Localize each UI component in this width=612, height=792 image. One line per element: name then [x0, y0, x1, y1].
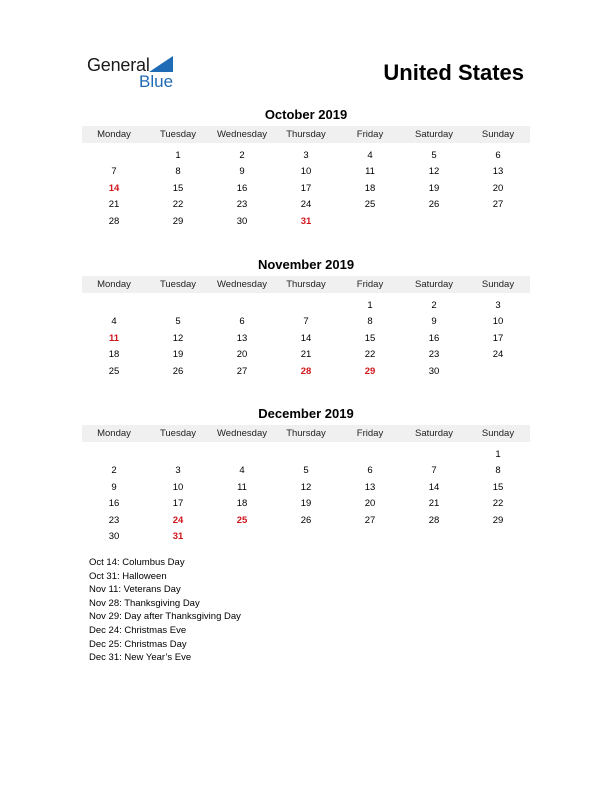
- day-cell: 22: [364, 349, 376, 361]
- week-row: [82, 297, 530, 314]
- month-title: November 2019: [257, 257, 355, 272]
- day-cell: 15: [492, 481, 504, 493]
- holiday-list: [89, 556, 241, 665]
- day-cell: 15: [172, 182, 184, 194]
- logo-triangle-icon: [149, 56, 173, 72]
- day-cell: 4: [239, 465, 245, 477]
- week-row: [82, 213, 530, 230]
- day-cell: 10: [492, 316, 504, 328]
- week-row: [82, 496, 530, 513]
- week-row: [82, 347, 530, 364]
- holiday-item: Dec 25: Christmas Day: [89, 638, 187, 650]
- day-cell: 24: [172, 514, 184, 526]
- day-cell: 27: [492, 199, 504, 211]
- logo: [87, 55, 187, 95]
- day-cell: [402, 529, 466, 546]
- day-cell: 18: [364, 182, 376, 194]
- day-cell: [146, 297, 210, 314]
- weekday-header: Thursday: [274, 276, 338, 293]
- day-cell: 25: [364, 199, 376, 211]
- month-december: [82, 405, 530, 545]
- day-cell: 17: [172, 498, 184, 510]
- weekday-header: Monday: [82, 276, 146, 293]
- day-cell: 1: [367, 299, 373, 311]
- day-cell: 24: [300, 199, 312, 211]
- day-cell: 12: [300, 481, 312, 493]
- day-cell: [274, 297, 338, 314]
- day-cell: 27: [364, 514, 376, 526]
- month-title: December 2019: [258, 406, 354, 421]
- weekday-header: Tuesday: [146, 425, 210, 442]
- day-cell: [466, 363, 530, 380]
- weekday-header: Monday: [82, 425, 146, 442]
- weekday-header: Sunday: [466, 276, 530, 293]
- day-cell: [210, 297, 274, 314]
- day-cell: 22: [492, 498, 504, 510]
- day-cell: 30: [236, 215, 248, 227]
- country-title: United States: [383, 60, 524, 85]
- weekday-header: Wednesday: [210, 126, 274, 143]
- day-cell: 16: [428, 332, 440, 344]
- holiday-item: Dec 24: Christmas Eve: [89, 624, 187, 636]
- day-cell: 26: [300, 514, 312, 526]
- day-cell: 1: [495, 448, 501, 460]
- weekday-header: Tuesday: [146, 276, 210, 293]
- weekday-header: Saturday: [402, 126, 466, 143]
- day-cell: [274, 529, 338, 546]
- day-cell: 11: [365, 166, 375, 178]
- week-row: [82, 363, 530, 380]
- day-cell: 1: [175, 149, 181, 161]
- weekday-header: Thursday: [274, 425, 338, 442]
- day-cell: 28: [300, 365, 312, 377]
- week-row: [82, 512, 530, 529]
- day-cell: [466, 213, 530, 230]
- day-cell: 2: [431, 299, 437, 311]
- holiday-item: Nov 28: Thanksgiving Day: [89, 597, 200, 609]
- day-cell: 18: [236, 498, 248, 510]
- weekday-header: Sunday: [466, 425, 530, 442]
- week-row: [82, 446, 530, 463]
- week-row: [82, 330, 530, 347]
- day-cell: 11: [237, 481, 247, 493]
- week-row: [82, 463, 530, 480]
- day-cell: [146, 446, 210, 463]
- day-cell: 10: [172, 481, 184, 493]
- weekday-header: Saturday: [402, 425, 466, 442]
- day-cell: [210, 446, 274, 463]
- day-cell: 10: [300, 166, 312, 178]
- day-cell: 27: [236, 365, 248, 377]
- day-cell: 14: [108, 182, 120, 194]
- logo-blue-text: Blue: [139, 72, 174, 91]
- week-row: [82, 164, 530, 181]
- day-cell: 8: [367, 316, 373, 328]
- day-cell: 21: [300, 349, 312, 361]
- day-cell: 26: [172, 365, 184, 377]
- day-cell: 29: [172, 215, 184, 227]
- day-cell: 28: [428, 514, 440, 526]
- day-cell: 3: [495, 299, 501, 311]
- day-cell: 16: [236, 182, 248, 194]
- day-cell: 17: [300, 182, 312, 194]
- day-cell: 9: [431, 316, 437, 328]
- day-cell: 6: [367, 465, 373, 477]
- day-cell: [210, 529, 274, 546]
- day-cell: 24: [492, 349, 504, 361]
- week-row: [82, 147, 530, 164]
- day-cell: [274, 446, 338, 463]
- day-cell: 8: [495, 465, 501, 477]
- holiday-item: Nov 11: Veterans Day: [89, 584, 181, 596]
- month-title: October 2019: [264, 107, 348, 122]
- weekday-header: Tuesday: [146, 126, 210, 143]
- week-row: [82, 314, 530, 331]
- day-cell: 22: [172, 199, 184, 211]
- day-cell: [338, 529, 402, 546]
- week-row: [82, 197, 530, 214]
- day-cell: 7: [431, 465, 437, 477]
- day-cell: 20: [364, 498, 376, 510]
- day-cell: 6: [239, 316, 245, 328]
- day-cell: 21: [108, 199, 120, 211]
- day-cell: 30: [428, 365, 440, 377]
- weekday-header: Wednesday: [210, 425, 274, 442]
- day-cell: [82, 297, 146, 314]
- calendar-grid: [82, 425, 530, 545]
- month-october: [82, 106, 530, 230]
- day-cell: 25: [236, 514, 248, 526]
- day-cell: 5: [303, 465, 309, 477]
- day-cell: 8: [175, 166, 181, 178]
- day-cell: 2: [239, 149, 245, 161]
- day-cell: 13: [492, 166, 504, 178]
- holiday-item: Oct 31: Halloween: [89, 570, 167, 582]
- day-cell: 11: [108, 332, 120, 344]
- day-cell: 26: [428, 199, 440, 211]
- day-cell: 16: [108, 498, 120, 510]
- day-cell: 5: [431, 149, 437, 161]
- day-cell: 20: [492, 182, 504, 194]
- weekday-header: Friday: [338, 126, 402, 143]
- day-cell: 25: [108, 365, 120, 377]
- day-cell: 19: [428, 182, 440, 194]
- holiday-item: Oct 14: Columbus Day: [89, 557, 185, 568]
- day-cell: 31: [300, 215, 312, 227]
- weekday-header: Thursday: [274, 126, 338, 143]
- day-cell: 14: [300, 332, 312, 344]
- weekday-header: Sunday: [466, 126, 530, 143]
- week-row: [82, 180, 530, 197]
- week-row: [82, 479, 530, 496]
- day-cell: 12: [172, 332, 184, 344]
- day-cell: 7: [111, 166, 117, 178]
- day-cell: 3: [303, 149, 309, 161]
- day-cell: 20: [236, 349, 248, 361]
- day-cell: [338, 446, 402, 463]
- day-cell: [338, 213, 402, 230]
- day-cell: 3: [175, 465, 181, 477]
- day-cell: 9: [239, 166, 245, 178]
- day-cell: 4: [111, 316, 117, 328]
- holiday-item: Nov 29: Day after Thanksgiving Day: [89, 611, 241, 623]
- day-cell: 29: [492, 514, 504, 526]
- day-cell: 7: [303, 316, 309, 328]
- day-cell: 23: [236, 199, 248, 211]
- day-cell: [402, 213, 466, 230]
- day-cell: 13: [364, 481, 376, 493]
- week-row: [82, 529, 530, 546]
- day-cell: 21: [428, 498, 440, 510]
- day-cell: 15: [364, 332, 376, 344]
- day-cell: 13: [236, 332, 248, 344]
- day-cell: 23: [108, 514, 120, 526]
- logo-general-text: General: [87, 55, 150, 75]
- day-cell: 28: [108, 215, 120, 227]
- day-cell: [466, 529, 530, 546]
- weekday-header: Wednesday: [210, 276, 274, 293]
- calendar-grid: [82, 276, 530, 380]
- weekday-header: Monday: [82, 126, 146, 143]
- day-cell: 23: [428, 349, 440, 361]
- day-cell: 5: [175, 316, 181, 328]
- day-cell: 2: [111, 465, 117, 477]
- day-cell: [402, 446, 466, 463]
- weekday-header: Friday: [338, 425, 402, 442]
- day-cell: 12: [428, 166, 440, 178]
- weekday-header: Friday: [338, 276, 402, 293]
- month-november: [82, 256, 530, 380]
- day-cell: 19: [300, 498, 312, 510]
- day-cell: 29: [364, 365, 376, 377]
- day-cell: 14: [428, 481, 440, 493]
- day-cell: [82, 147, 146, 164]
- calendar-grid: [82, 126, 530, 230]
- holiday-item: Dec 31: New Year’s Eve: [89, 652, 192, 664]
- weekday-header: Saturday: [402, 276, 466, 293]
- day-cell: 4: [367, 149, 373, 161]
- day-cell: [82, 446, 146, 463]
- day-cell: 18: [108, 349, 120, 361]
- day-cell: 31: [172, 531, 184, 543]
- day-cell: 17: [492, 332, 504, 344]
- day-cell: 6: [495, 149, 501, 161]
- day-cell: 9: [111, 481, 117, 493]
- day-cell: 19: [172, 349, 184, 361]
- day-cell: 30: [108, 531, 120, 543]
